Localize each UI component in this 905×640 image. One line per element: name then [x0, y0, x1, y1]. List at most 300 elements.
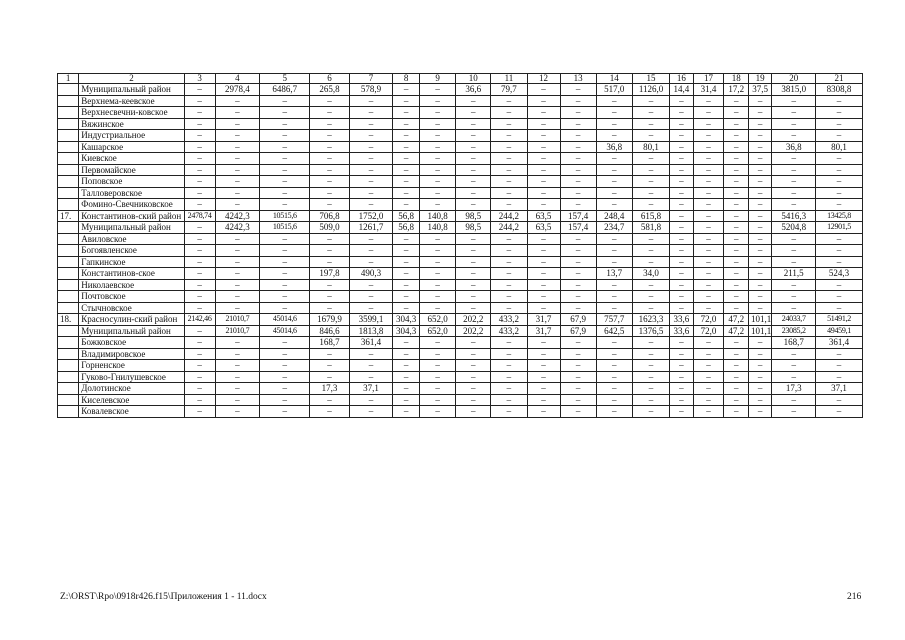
value-cell: – — [748, 268, 771, 280]
value-cell: – — [491, 383, 527, 395]
value-cell: 10515,6 — [260, 210, 310, 222]
value-cell: – — [724, 394, 748, 406]
column-header: 8 — [393, 74, 420, 84]
value-cell: – — [772, 233, 816, 245]
territory-name-cell: Богоявленское — [79, 245, 184, 257]
value-cell: – — [456, 360, 491, 372]
value-cell: – — [184, 222, 215, 234]
value-cell: – — [527, 394, 560, 406]
value-cell: – — [184, 95, 215, 107]
value-cell: – — [393, 337, 420, 349]
value-cell: 244,2 — [491, 222, 527, 234]
value-cell: – — [816, 348, 863, 360]
value-cell: – — [724, 222, 748, 234]
value-cell: – — [748, 130, 771, 142]
row-number-cell — [58, 153, 79, 165]
value-cell: – — [393, 256, 420, 268]
value-cell: – — [419, 268, 455, 280]
value-cell: – — [748, 371, 771, 383]
value-cell: – — [393, 95, 420, 107]
value-cell: – — [596, 164, 632, 176]
value-cell: – — [215, 348, 260, 360]
value-cell: – — [724, 130, 748, 142]
column-header: 1 — [58, 74, 79, 84]
value-cell: – — [184, 348, 215, 360]
value-cell: – — [527, 268, 560, 280]
value-cell: – — [670, 233, 693, 245]
value-cell: – — [260, 176, 310, 188]
value-cell: – — [527, 153, 560, 165]
value-cell: – — [748, 107, 771, 119]
value-cell: – — [456, 187, 491, 199]
value-cell: – — [456, 291, 491, 303]
value-cell: – — [670, 406, 693, 418]
value-cell: – — [724, 141, 748, 153]
value-cell: – — [560, 383, 596, 395]
value-cell: – — [393, 153, 420, 165]
value-cell: – — [260, 360, 310, 372]
value-cell: 34,0 — [632, 268, 669, 280]
value-cell: – — [748, 187, 771, 199]
value-cell: – — [596, 107, 632, 119]
value-cell: – — [260, 279, 310, 291]
value-cell: – — [670, 383, 693, 395]
value-cell: – — [215, 153, 260, 165]
value-cell: 63,5 — [527, 210, 560, 222]
value-cell: – — [670, 141, 693, 153]
value-cell: – — [596, 302, 632, 314]
table-row — [58, 256, 863, 268]
table-row — [58, 153, 863, 165]
value-cell: – — [491, 95, 527, 107]
value-cell: 4242,3 — [215, 210, 260, 222]
value-cell: – — [670, 337, 693, 349]
value-cell: – — [419, 176, 455, 188]
value-cell: – — [527, 107, 560, 119]
value-cell: 706,8 — [310, 210, 349, 222]
value-cell: – — [393, 176, 420, 188]
value-cell: – — [419, 406, 455, 418]
value-cell: – — [527, 279, 560, 291]
value-cell: – — [816, 394, 863, 406]
value-cell: 45014,6 — [260, 314, 310, 326]
value-cell: – — [393, 245, 420, 257]
row-number-cell: 18. — [58, 314, 79, 326]
value-cell: 21010,7 — [215, 325, 260, 337]
value-cell: – — [215, 199, 260, 211]
value-cell: 10515,6 — [260, 222, 310, 234]
territory-name-cell: Талловеровское — [79, 187, 184, 199]
value-cell: – — [215, 360, 260, 372]
territory-name-cell: Николаевское — [79, 279, 184, 291]
table-row — [58, 199, 863, 211]
value-cell: 47,2 — [724, 325, 748, 337]
value-cell: – — [393, 187, 420, 199]
value-cell: – — [632, 291, 669, 303]
value-cell: – — [527, 406, 560, 418]
value-cell: – — [260, 302, 310, 314]
value-cell: – — [260, 164, 310, 176]
value-cell: 517,0 — [596, 84, 632, 96]
value-cell: – — [184, 256, 215, 268]
value-cell: – — [491, 371, 527, 383]
value-cell: – — [596, 291, 632, 303]
value-cell: – — [632, 153, 669, 165]
value-cell: – — [393, 348, 420, 360]
value-cell: – — [419, 187, 455, 199]
value-cell: – — [596, 348, 632, 360]
column-header: 18 — [724, 74, 748, 84]
value-cell: – — [693, 394, 724, 406]
value-cell: – — [456, 383, 491, 395]
value-cell: – — [393, 394, 420, 406]
value-cell: 304,3 — [393, 314, 420, 326]
territory-name-cell: Гапкинское — [79, 256, 184, 268]
value-cell: – — [215, 337, 260, 349]
value-cell: 3599,1 — [349, 314, 393, 326]
value-cell: – — [310, 371, 349, 383]
table-row — [58, 187, 863, 199]
value-cell: – — [772, 130, 816, 142]
value-cell: – — [419, 291, 455, 303]
value-cell: – — [349, 153, 393, 165]
value-cell: 17,3 — [310, 383, 349, 395]
row-number-cell — [58, 95, 79, 107]
value-cell: – — [560, 256, 596, 268]
value-cell: – — [560, 164, 596, 176]
value-cell: – — [772, 360, 816, 372]
value-cell: – — [724, 371, 748, 383]
value-cell: – — [184, 371, 215, 383]
territory-name-cell: Верхнесвечни-ковское — [79, 107, 184, 119]
value-cell: – — [748, 383, 771, 395]
value-cell: – — [393, 302, 420, 314]
value-cell: – — [670, 245, 693, 257]
value-cell: – — [693, 153, 724, 165]
value-cell: – — [349, 141, 393, 153]
value-cell: – — [349, 164, 393, 176]
value-cell: – — [184, 325, 215, 337]
value-cell: – — [632, 360, 669, 372]
value-cell: – — [724, 383, 748, 395]
value-cell: – — [670, 222, 693, 234]
value-cell: – — [310, 256, 349, 268]
value-cell: 1813,8 — [349, 325, 393, 337]
value-cell: – — [491, 176, 527, 188]
value-cell: – — [215, 302, 260, 314]
value-cell: – — [693, 199, 724, 211]
value-cell: – — [560, 107, 596, 119]
value-cell: – — [310, 187, 349, 199]
value-cell: 642,5 — [596, 325, 632, 337]
value-cell: – — [215, 371, 260, 383]
value-cell: 197,8 — [310, 268, 349, 280]
value-cell: – — [215, 406, 260, 418]
value-cell: – — [670, 176, 693, 188]
column-header: 10 — [456, 74, 491, 84]
value-cell: – — [527, 199, 560, 211]
value-cell: – — [215, 130, 260, 142]
value-cell: – — [748, 176, 771, 188]
value-cell: – — [816, 406, 863, 418]
value-cell: – — [596, 256, 632, 268]
value-cell: 21010,7 — [215, 314, 260, 326]
value-cell: – — [748, 222, 771, 234]
value-cell: – — [596, 176, 632, 188]
value-cell: – — [527, 141, 560, 153]
value-cell: – — [772, 291, 816, 303]
value-cell: – — [491, 141, 527, 153]
value-cell: 36,8 — [596, 141, 632, 153]
value-cell: – — [816, 187, 863, 199]
value-cell: – — [670, 164, 693, 176]
value-cell: 56,8 — [393, 222, 420, 234]
value-cell: – — [560, 141, 596, 153]
value-cell: – — [670, 268, 693, 280]
value-cell: – — [772, 394, 816, 406]
table-row — [58, 337, 863, 349]
value-cell: 652,0 — [419, 325, 455, 337]
territory-name-cell: Константинов-ский район — [79, 210, 184, 222]
value-cell: – — [527, 302, 560, 314]
value-cell: – — [748, 153, 771, 165]
territory-name-cell: Стычновское — [79, 302, 184, 314]
value-cell: – — [349, 360, 393, 372]
table-row — [58, 233, 863, 245]
value-cell: – — [393, 268, 420, 280]
value-cell: – — [693, 245, 724, 257]
value-cell: – — [560, 360, 596, 372]
value-cell: 509,0 — [310, 222, 349, 234]
value-cell: – — [419, 245, 455, 257]
value-cell: – — [215, 256, 260, 268]
value-cell: – — [772, 279, 816, 291]
value-cell: 615,8 — [632, 210, 669, 222]
column-header: 4 — [215, 74, 260, 84]
table-row — [58, 314, 863, 326]
territory-name-cell: Киевское — [79, 153, 184, 165]
value-cell: – — [772, 302, 816, 314]
value-cell: – — [349, 302, 393, 314]
value-cell: – — [670, 95, 693, 107]
value-cell: 157,4 — [560, 222, 596, 234]
value-cell: – — [456, 95, 491, 107]
value-cell: – — [393, 130, 420, 142]
value-cell: – — [724, 153, 748, 165]
value-cell: – — [724, 348, 748, 360]
table-row — [58, 164, 863, 176]
value-cell: – — [419, 371, 455, 383]
value-cell: – — [260, 187, 310, 199]
value-cell: – — [419, 130, 455, 142]
value-cell: – — [184, 360, 215, 372]
value-cell: – — [215, 268, 260, 280]
value-cell: 211,5 — [772, 268, 816, 280]
value-cell: – — [560, 95, 596, 107]
row-number-cell — [58, 360, 79, 372]
value-cell: – — [632, 302, 669, 314]
value-cell: – — [560, 153, 596, 165]
value-cell: – — [260, 130, 310, 142]
value-cell: – — [632, 107, 669, 119]
value-cell: 140,8 — [419, 210, 455, 222]
row-number-cell — [58, 118, 79, 130]
table-row — [58, 325, 863, 337]
territory-name-cell: Авиловское — [79, 233, 184, 245]
value-cell: – — [491, 406, 527, 418]
value-cell: – — [596, 394, 632, 406]
value-cell: – — [724, 107, 748, 119]
value-cell: – — [215, 164, 260, 176]
value-cell: – — [632, 394, 669, 406]
value-cell: – — [310, 406, 349, 418]
column-header: 17 — [693, 74, 724, 84]
value-cell: 13,7 — [596, 268, 632, 280]
value-cell: – — [310, 199, 349, 211]
territory-name-cell: Божковское — [79, 337, 184, 349]
value-cell: – — [456, 256, 491, 268]
table-row — [58, 245, 863, 257]
value-cell: – — [560, 394, 596, 406]
value-cell: – — [724, 406, 748, 418]
value-cell: – — [772, 256, 816, 268]
value-cell: – — [393, 164, 420, 176]
value-cell: 757,7 — [596, 314, 632, 326]
value-cell: – — [560, 268, 596, 280]
value-cell: – — [527, 176, 560, 188]
value-cell: – — [260, 153, 310, 165]
value-cell: – — [393, 279, 420, 291]
value-cell: 248,4 — [596, 210, 632, 222]
value-cell: 8308,8 — [816, 84, 863, 96]
row-number-cell — [58, 268, 79, 280]
value-cell: – — [560, 371, 596, 383]
value-cell: – — [596, 371, 632, 383]
value-cell: – — [748, 210, 771, 222]
value-cell: – — [772, 187, 816, 199]
value-cell: – — [456, 245, 491, 257]
value-cell: 37,1 — [349, 383, 393, 395]
value-cell: – — [560, 118, 596, 130]
value-cell: – — [693, 268, 724, 280]
value-cell: – — [349, 371, 393, 383]
column-header: 14 — [596, 74, 632, 84]
value-cell: – — [349, 199, 393, 211]
value-cell: – — [816, 130, 863, 142]
value-cell: – — [527, 164, 560, 176]
table-row — [58, 360, 863, 372]
value-cell: – — [816, 279, 863, 291]
table-row — [58, 95, 863, 107]
territory-name-cell: Почтовское — [79, 291, 184, 303]
value-cell: – — [184, 153, 215, 165]
value-cell: 1623,3 — [632, 314, 669, 326]
value-cell: – — [349, 233, 393, 245]
value-cell: 3815,0 — [772, 84, 816, 96]
row-number-cell — [58, 279, 79, 291]
value-cell: – — [748, 348, 771, 360]
value-cell: – — [527, 233, 560, 245]
territory-name-cell: Гуково-Гнилушевское — [79, 371, 184, 383]
value-cell: – — [560, 348, 596, 360]
value-cell: – — [184, 233, 215, 245]
value-cell: – — [491, 360, 527, 372]
value-cell: – — [184, 279, 215, 291]
value-cell: – — [456, 118, 491, 130]
value-cell: – — [419, 383, 455, 395]
territory-name-cell: Вяжинское — [79, 118, 184, 130]
value-cell: – — [419, 153, 455, 165]
value-cell: – — [632, 279, 669, 291]
value-cell: – — [527, 337, 560, 349]
value-cell: – — [693, 302, 724, 314]
column-header: 6 — [310, 74, 349, 84]
value-cell: 578,9 — [349, 84, 393, 96]
value-cell: 49459,1 — [816, 325, 863, 337]
row-number-cell — [58, 383, 79, 395]
territory-name-cell: Горненское — [79, 360, 184, 372]
value-cell: – — [632, 406, 669, 418]
value-cell: – — [560, 84, 596, 96]
value-cell: – — [560, 279, 596, 291]
value-cell: 33,6 — [670, 314, 693, 326]
row-number-cell — [58, 187, 79, 199]
value-cell: – — [632, 337, 669, 349]
value-cell: – — [816, 360, 863, 372]
value-cell: – — [748, 245, 771, 257]
value-cell: – — [693, 279, 724, 291]
value-cell: – — [491, 233, 527, 245]
value-cell: 98,5 — [456, 222, 491, 234]
value-cell: – — [670, 210, 693, 222]
column-header: 21 — [816, 74, 863, 84]
value-cell: – — [693, 348, 724, 360]
territory-name-cell: Индустриальное — [79, 130, 184, 142]
value-cell: – — [491, 348, 527, 360]
value-cell: – — [456, 406, 491, 418]
value-cell: – — [310, 348, 349, 360]
value-cell: 1126,0 — [632, 84, 669, 96]
value-cell: – — [632, 130, 669, 142]
value-cell: – — [310, 302, 349, 314]
value-cell: 51491,2 — [816, 314, 863, 326]
value-cell: – — [693, 256, 724, 268]
value-cell: – — [491, 199, 527, 211]
value-cell: – — [748, 337, 771, 349]
value-cell: – — [632, 176, 669, 188]
value-cell: – — [724, 245, 748, 257]
value-cell: – — [491, 291, 527, 303]
value-cell: – — [310, 95, 349, 107]
value-cell: – — [260, 233, 310, 245]
value-cell: 56,8 — [393, 210, 420, 222]
value-cell: – — [748, 118, 771, 130]
value-cell: – — [456, 371, 491, 383]
value-cell: – — [215, 187, 260, 199]
value-cell: – — [748, 291, 771, 303]
value-cell: – — [393, 360, 420, 372]
value-cell: – — [260, 256, 310, 268]
value-cell: – — [310, 130, 349, 142]
value-cell: – — [310, 291, 349, 303]
value-cell: – — [260, 95, 310, 107]
territory-name-cell: Фомино-Свечниковское — [79, 199, 184, 211]
value-cell: – — [527, 118, 560, 130]
value-cell: – — [419, 164, 455, 176]
value-cell: – — [349, 107, 393, 119]
value-cell: 17,3 — [772, 383, 816, 395]
value-cell: – — [349, 187, 393, 199]
